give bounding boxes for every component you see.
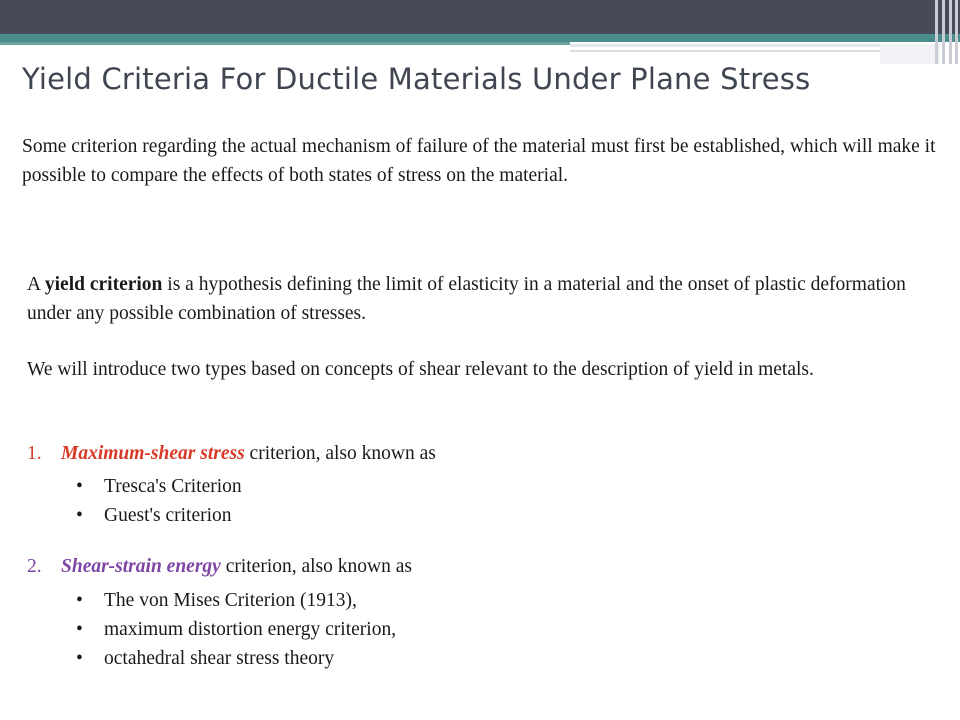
list-item	[76, 586, 396, 615]
criterion-name: Shear-strain energy	[61, 556, 221, 577]
criterion-number: 2.	[27, 556, 42, 577]
list-item	[76, 644, 396, 673]
bullet-icon: •	[76, 619, 83, 640]
criterion-alias-list	[76, 586, 396, 673]
criterion-number: 1.	[27, 443, 42, 464]
bullet-icon: •	[76, 505, 83, 526]
alias-label: The von Mises Criterion (1913),	[104, 590, 357, 611]
definition-lead: A	[27, 274, 45, 295]
alias-label: maximum distortion energy criterion,	[104, 619, 397, 640]
bullet-icon: •	[76, 476, 83, 497]
header-bar	[949, 0, 952, 64]
definition-rest: is a hypothesis defining the limit of elasticity in a material and the onset of plastic deformation under any possible combination of stresses.	[27, 274, 906, 324]
header-accent-line	[0, 42, 570, 45]
criterion-name: Maximum-shear stress	[61, 443, 245, 464]
header-accent-block	[880, 44, 940, 64]
header-bar	[935, 0, 938, 64]
types-intro-paragraph: We will introduce two types based on concepts of shear relevant to the description of yield in metals.	[27, 359, 814, 380]
header-accent-line	[570, 50, 890, 52]
alias-label: octahedral shear stress theory	[104, 648, 335, 669]
header-bar	[942, 0, 945, 64]
criterion-alias-list	[76, 472, 242, 530]
bullet-icon: •	[76, 590, 83, 611]
alias-label: Guest's criterion	[104, 505, 232, 526]
criterion-item	[27, 556, 412, 578]
definition-paragraph	[27, 270, 937, 328]
definition-term: yield criterion	[44, 274, 163, 295]
header-accent-band	[0, 34, 960, 42]
header-accent-line	[570, 44, 890, 47]
header-band	[0, 0, 960, 34]
intro-paragraph: Some criterion regarding the actual mechanism of failure of the material must first be established, which will make it possible to compare the effects of both states of stress on the material.	[22, 136, 936, 186]
header-vertical-bars	[934, 0, 960, 64]
header-bar	[955, 0, 958, 64]
criterion-suffix: criterion, also known as	[244, 443, 436, 464]
criterion-suffix: criterion, also known as	[220, 556, 412, 577]
slide-title: Yield Criteria For Ductile Materials Under Plane Stress	[22, 62, 811, 96]
list-item	[76, 472, 242, 501]
list-item	[76, 501, 242, 530]
list-item	[76, 615, 396, 644]
bullet-icon: •	[76, 648, 83, 669]
criterion-item	[27, 443, 436, 465]
alias-label: Tresca's Criterion	[104, 476, 242, 497]
